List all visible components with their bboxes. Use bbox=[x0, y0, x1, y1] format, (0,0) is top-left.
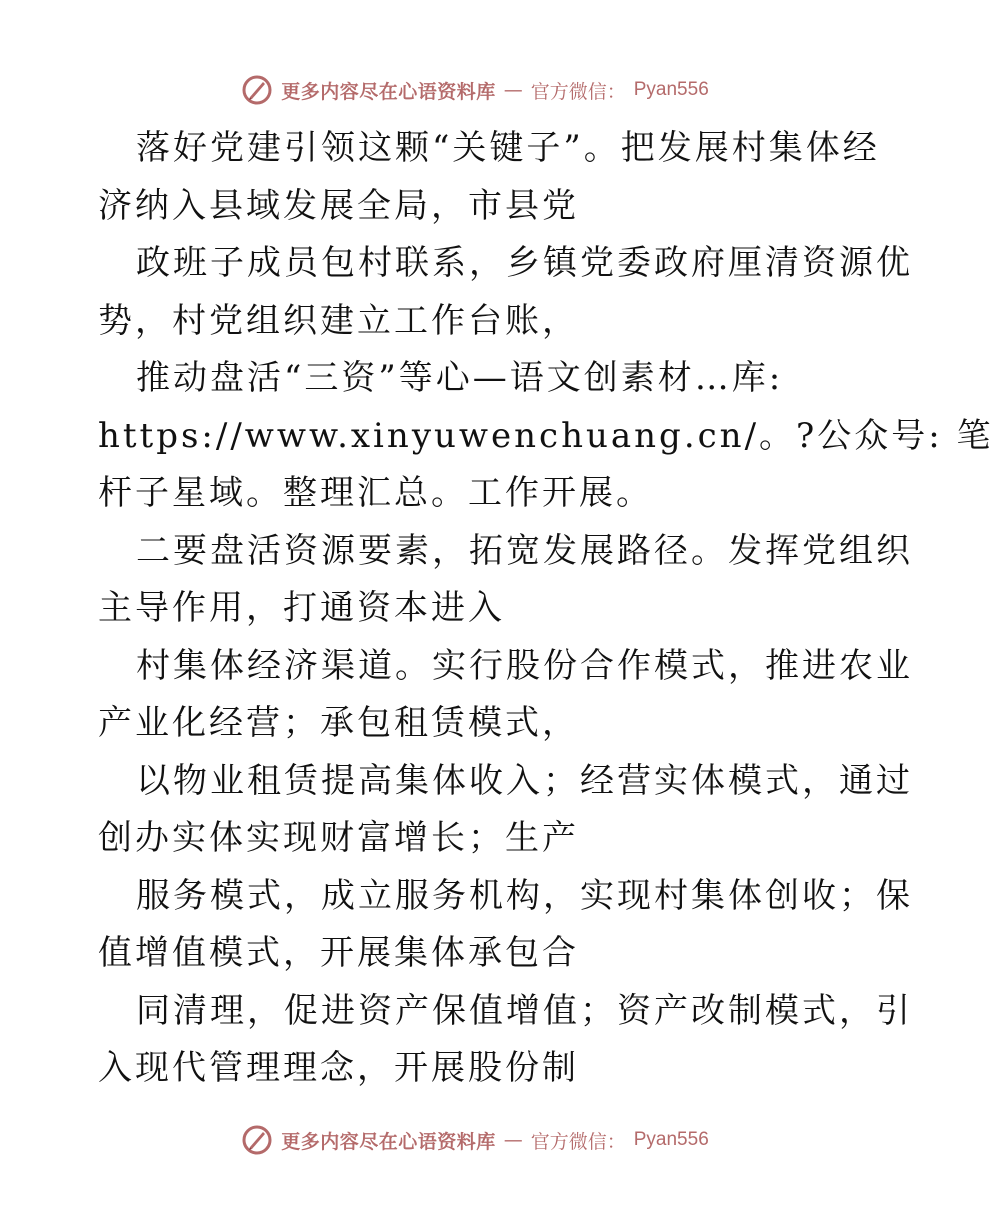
text-line: 杆子星域。整理汇总。工作开展。 bbox=[98, 473, 653, 513]
banner-brand-text: 更多内容尽在心语资料库 bbox=[281, 80, 496, 103]
text-line: 创办实体实现财富增长；生产 bbox=[98, 818, 579, 858]
banner-separator: — bbox=[503, 1129, 523, 1151]
text-line: 产业化经营；承包租赁模式， bbox=[98, 703, 579, 743]
banner-wechat-label: 官方微信： bbox=[530, 1130, 626, 1153]
header-banner bbox=[0, 70, 950, 110]
text-line: 落好党建引领这颗“关键子”。把发展村集体经 bbox=[136, 128, 880, 168]
quill-logo-icon bbox=[241, 74, 273, 106]
text-line: https://www.xinyuwenchuang.cn/。?公众号: 笔 bbox=[98, 415, 994, 456]
document-body bbox=[98, 120, 994, 1115]
text-line: 主导作用，打通资本进入 bbox=[98, 588, 505, 628]
text-line: 势，村党组织建立工作台账， bbox=[98, 300, 579, 341]
text-line: 推动盘活“三资”等心—语文创素材…库: bbox=[136, 358, 784, 398]
banner-wechat-id: Pyan556 bbox=[633, 79, 709, 100]
banner-wechat-id: Pyan556 bbox=[633, 1129, 709, 1150]
footer-banner bbox=[0, 1120, 950, 1160]
banner-separator: — bbox=[503, 79, 523, 101]
text-line: 二要盘活资源要素，拓宽发展路径。发挥党组织 bbox=[136, 530, 913, 571]
text-line: 入现代管理理念，开展股份制 bbox=[98, 1048, 579, 1088]
banner-brand-text: 更多内容尽在心语资料库 bbox=[281, 1130, 496, 1153]
text-line: 政班子成员包村联系，乡镇党委政府厘清资源优 bbox=[136, 243, 913, 283]
text-line: 村集体经济渠道。实行股份合作模式，推进农业 bbox=[136, 645, 913, 686]
banner-wechat-label: 官方微信： bbox=[530, 80, 626, 103]
text-line: 济纳入县域发展全局，市县党 bbox=[98, 185, 579, 226]
quill-logo-icon bbox=[241, 1124, 273, 1156]
text-line: 以物业租赁提高集体收入；经营实体模式，通过 bbox=[136, 760, 913, 801]
text-line: 值增值模式，开展集体承包合 bbox=[98, 933, 579, 973]
text-line: 同清理，促进资产保值增值；资产改制模式，引 bbox=[136, 990, 913, 1031]
text-line: 服务模式，成立服务机构，实现村集体创收；保 bbox=[136, 875, 913, 916]
